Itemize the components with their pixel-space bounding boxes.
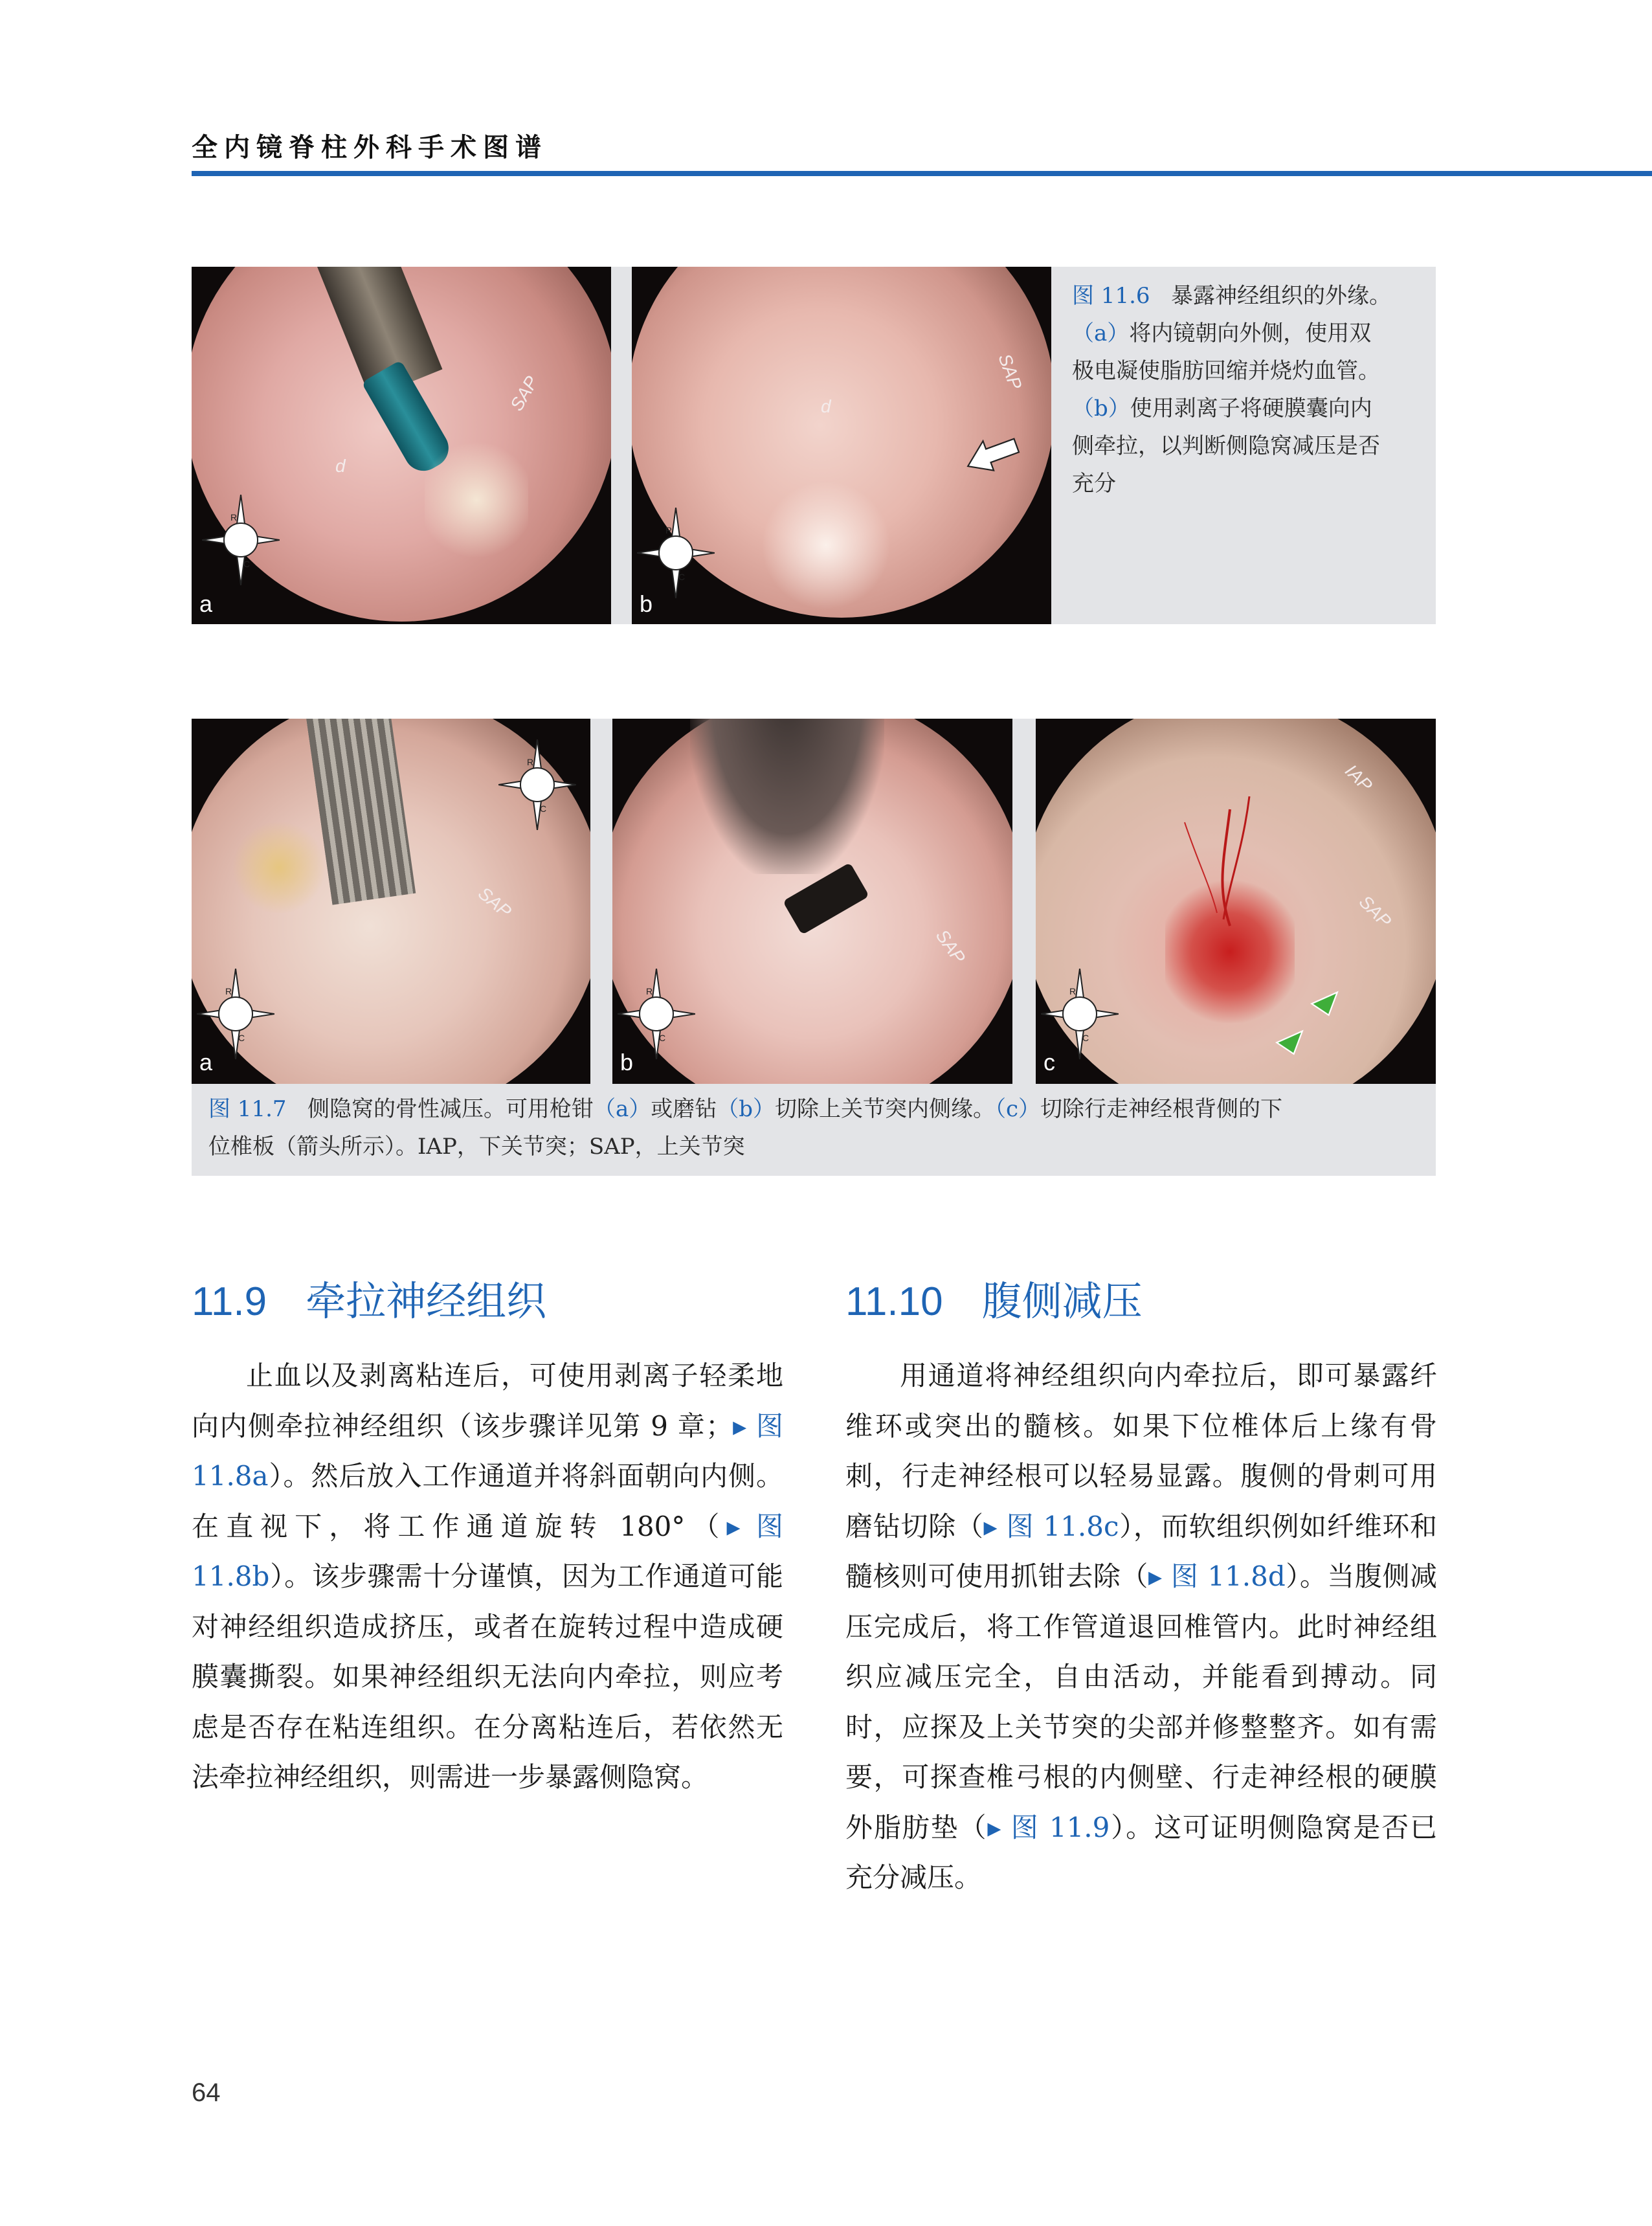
figure-link[interactable]: ▸ 图 11.8a — [192, 1410, 783, 1492]
panel-marker: （a） — [1072, 320, 1130, 346]
compass-letter-r: R — [665, 525, 673, 535]
label-sap: SAP — [994, 351, 1026, 392]
label-d: d — [335, 456, 346, 476]
compass-letter-c: C — [1082, 1033, 1089, 1043]
caption-text: 侧隐窝的骨性减压。可用枪钳 — [307, 1096, 594, 1122]
label-iap: IAP — [1341, 760, 1376, 796]
body-text: 用通道将神经组织向内牵拉后，即可暴露纤维环或突出的髓核。如果下位椎体后上缘有骨刺，行走神经根可以轻易显露。腹侧的骨刺可用磨钻切除（ — [845, 1360, 1437, 1542]
compass-letter-r: R — [527, 757, 534, 767]
orientation-compass-icon — [202, 495, 280, 585]
arrow-icon — [963, 429, 1021, 471]
instrument-shaft — [690, 719, 884, 874]
compass-letter-c: C — [238, 1033, 245, 1043]
section-11-10-body — [845, 1351, 1437, 1903]
caption-line: 极电凝使脂肪回缩并烧灼血管。 — [1072, 358, 1380, 384]
caption-line: 位椎板（箭头所示）。IAP，下关节突；SAP，上关节突 — [208, 1134, 745, 1160]
panel-marker: （c） — [995, 1096, 1041, 1122]
panel-letter: b — [640, 590, 653, 617]
caption-title: 暴露神经组织的外缘。 — [1170, 283, 1391, 309]
section-heading-11-9 — [192, 1269, 546, 1327]
arrowhead-icon — [1275, 1027, 1304, 1055]
figure-link[interactable]: ▸ 图 11.8d — [1148, 1560, 1286, 1592]
label-sap: SAP — [506, 372, 542, 414]
figure-number: 图 11.7 — [208, 1096, 287, 1122]
paragraph — [192, 1351, 783, 1803]
caption-text: 切除行走神经根背侧的下 — [1040, 1096, 1283, 1122]
caption-line: 侧牵拉，以判断侧隐窝减压是否 — [1072, 433, 1380, 459]
figure-11-7-panel-a — [192, 719, 590, 1084]
compass-letter-c: C — [659, 1033, 666, 1043]
section-title: 牵拉神经组织 — [306, 1279, 547, 1324]
section-11-9-body — [192, 1351, 783, 1803]
body-text: ），而软组织例如纤维环和髓核则可使用抓钳去除（ — [845, 1510, 1437, 1592]
running-head: 全内镜脊柱外科手术图谱 — [192, 133, 548, 163]
section-heading-11-10 — [845, 1269, 1143, 1327]
panel-marker: （b） — [717, 1096, 775, 1122]
figure-11-6-caption — [1072, 277, 1422, 502]
tissue-highlight — [761, 480, 891, 610]
orientation-compass-icon — [1041, 969, 1119, 1059]
figure-11-7-panel-b — [612, 719, 1012, 1084]
figure-11-7-panel-c — [1036, 719, 1436, 1084]
panel-letter: b — [620, 1049, 634, 1075]
panel-marker: （a） — [593, 1096, 651, 1122]
caption-line: 充分 — [1072, 471, 1116, 497]
compass-letter-c: C — [243, 559, 251, 569]
compass-letter-r: R — [646, 986, 653, 996]
panel-marker: （b） — [1072, 396, 1130, 422]
label-sap: SAP — [474, 883, 515, 922]
label-sap: SAP — [932, 925, 970, 967]
body-text: 止血以及剥离粘连后，可使用剥离子轻柔地向内侧牵拉神经组织（该步骤详见第 9 章； — [192, 1360, 783, 1442]
section-number: 11.10 — [845, 1279, 943, 1324]
body-text: ）。当腹侧减压完成后，将工作管道退回椎管内。此时神经组织应减压完全，自由活动，并能看到搏动。同时，应探及上关节突的尖部并修整整齐。如有需要，可探查椎弓根的内侧壁、行走神经根的硬膜外脂肪垫（ — [845, 1560, 1437, 1843]
figure-11-6-panel-b — [632, 267, 1051, 624]
caption-line: 将内镜朝向外侧，使用双 — [1129, 320, 1372, 346]
tissue-highlight — [230, 822, 328, 913]
orientation-compass-icon — [618, 969, 695, 1059]
compass-letter-r: R — [225, 986, 232, 996]
panel-letter: a — [199, 1049, 213, 1075]
orientation-compass-icon — [637, 508, 715, 598]
orientation-compass-icon — [498, 739, 576, 830]
compass-letter-r: R — [230, 512, 238, 523]
caption-text: 或磨钻 — [651, 1096, 717, 1122]
figure-11-7 — [192, 719, 1436, 1176]
panel-letter: a — [199, 590, 213, 617]
body-text: ）。然后放入工作通道并将斜面朝向内侧。在直视下，将工作通道旋转 180°（ — [192, 1460, 783, 1542]
body-text: ）。该步骤需十分谨慎，因为工作通道可能对神经组织造成挤压，或者在旋转过程中造成硬膜囊撕裂。如果神经组织无法向内牵拉，则应考虑是否存在粘连组织。在分离粘连后，若依然无法牵拉神经组织，则需进一步暴露侧隐窝。 — [192, 1560, 783, 1793]
compass-letter-c: C — [540, 804, 547, 814]
compass-letter-c: C — [678, 572, 686, 582]
paragraph — [845, 1351, 1437, 1903]
figure-link[interactable]: ▸ 图 11.8c — [983, 1510, 1119, 1542]
caption-text: 切除上关节突内侧缘。 — [775, 1096, 995, 1122]
figure-number: 图 11.6 — [1072, 283, 1150, 309]
figure-11-7-caption — [208, 1090, 1425, 1165]
figure-11-6 — [192, 267, 1436, 624]
figure-11-6-panel-a — [192, 267, 611, 624]
compass-letter-r: R — [1069, 986, 1077, 996]
section-title: 腹侧减压 — [981, 1279, 1143, 1324]
caption-line: 使用剥离子将硬膜囊向内 — [1130, 396, 1372, 422]
panel-letter: c — [1044, 1049, 1055, 1075]
arrowhead-icon — [1310, 988, 1339, 1017]
orientation-compass-icon — [197, 969, 274, 1059]
figure-link[interactable]: ▸ 图 11.9 — [987, 1811, 1110, 1843]
header-rule — [192, 171, 1652, 176]
body-text: ）。这可证明侧隐窝是否已充分减压。 — [845, 1811, 1437, 1893]
label-sap: SAP — [1355, 891, 1396, 932]
page-number: 64 — [192, 2078, 221, 2107]
label-d: d — [821, 396, 831, 416]
section-number: 11.9 — [192, 1279, 267, 1324]
figure-link[interactable]: ▸ 图 11.8b — [192, 1510, 783, 1592]
tissue-highlight — [425, 435, 528, 565]
